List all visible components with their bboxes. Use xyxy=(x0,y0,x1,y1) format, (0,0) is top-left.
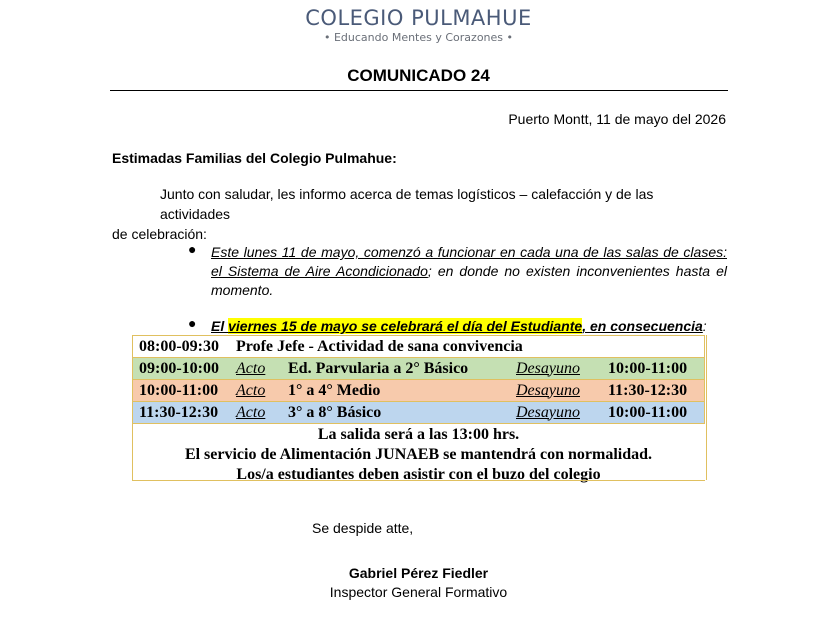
schedule-time: 09:00-10:00 xyxy=(139,359,219,377)
schedule-time: 11:30-12:30 xyxy=(139,403,219,421)
closing-note: El servicio de Alimentación JUNAEB se mantendrá con normalidad. xyxy=(184,446,653,463)
page-title: COMUNICADO 24 xyxy=(347,66,490,85)
schedule-acto: Acto xyxy=(236,381,266,399)
schedule-breakfast-time: 10:00-11:00 xyxy=(608,403,688,421)
schedule-row xyxy=(133,358,705,380)
bullet-dot-icon: ● xyxy=(188,241,197,257)
schedule-group: 1° a 4° Medio xyxy=(288,381,381,399)
schedule-desayuno: Desayuno xyxy=(516,381,580,399)
bullet-ac-system xyxy=(211,243,727,300)
schedule-breakfast-time: 11:30-12:30 xyxy=(608,381,688,399)
schedule-row xyxy=(133,380,705,402)
school-tagline: • Educando Mentes y Corazones • xyxy=(323,31,514,44)
schedule-time: 10:00-11:00 xyxy=(139,381,219,399)
schedule-time: 08:00-09:30 xyxy=(139,337,219,355)
greeting: Estimadas Familias del Colegio Pulmahue: xyxy=(112,150,397,166)
bullet-student-highlight: viernes 15 de mayo se celebrará el día del Estudiante xyxy=(228,318,583,334)
signer-name: Gabriel Pérez Fiedler xyxy=(348,565,489,581)
schedule-acto: Acto xyxy=(236,403,266,421)
date-line: Puerto Montt, 11 de mayo del 2026 xyxy=(508,111,726,127)
title-divider xyxy=(110,90,728,91)
schedule-group: 3° a 8° Básico xyxy=(288,403,382,421)
schedule-acto: Acto xyxy=(236,359,266,377)
schedule-table xyxy=(132,335,705,424)
bullet-student-prefix: El xyxy=(211,318,229,334)
closing-notes xyxy=(132,425,705,485)
schedule-row xyxy=(133,402,705,424)
schedule-desayuno: Desayuno xyxy=(516,403,580,421)
bullet-student-colon: : xyxy=(702,318,707,334)
closing-note: La salida será a las 13:00 hrs. xyxy=(317,426,520,443)
schedule-frame-bottom xyxy=(132,480,705,481)
farewell: Se despide atte, xyxy=(312,520,414,536)
school-logo-name: COLEGIO PULMAHUE xyxy=(305,6,532,30)
schedule-group: Ed. Parvularia a 2° Básico xyxy=(288,359,469,377)
schedule-desayuno: Desayuno xyxy=(516,359,580,377)
schedule-activity: Profe Jefe - Actividad de sana convivencia xyxy=(236,337,523,355)
bullet-student-suffix: , en consecuencia xyxy=(582,318,703,334)
bullet-ac-underlined: Este lunes 11 de mayo, comenzó a funcionar en cada una de las salas de clases: el Sistema de Aire Acondicionado xyxy=(211,244,727,279)
bullet-ac-rest: ; en donde no existen inconvenientes hasta el momento. xyxy=(211,263,727,298)
signer-role: Inspector General Formativo xyxy=(329,584,508,600)
intro-line-2: de celebración: xyxy=(112,226,207,242)
bullet-student-day xyxy=(211,317,707,336)
schedule-breakfast-time: 10:00-11:00 xyxy=(608,359,688,377)
closing-note: Los/a estudiantes deben asistir con el buzo del colegio xyxy=(236,466,601,483)
intro-paragraph xyxy=(112,184,727,244)
intro-line-1: Junto con saludar, les informo acerca de temas logísticos – calefacción y de las actividades xyxy=(160,186,654,222)
schedule-row xyxy=(133,336,705,358)
bullet-dot-icon: ● xyxy=(188,315,197,331)
